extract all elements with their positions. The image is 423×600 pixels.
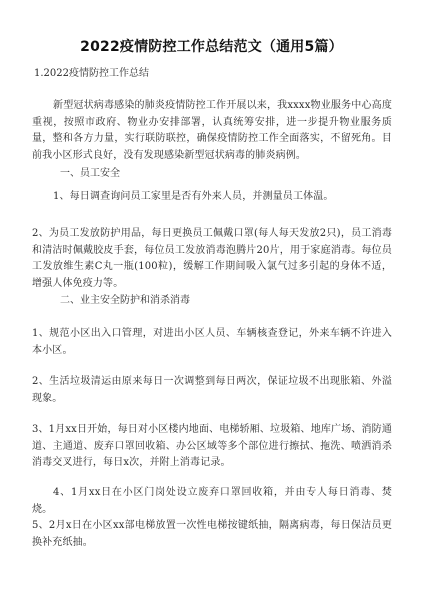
document-subtitle: 1.2022疫情防控工作总结 [34,68,149,79]
owner-protection-item-4: 4、1月xx日在小区门岗处设立废弃口罩回收箱，并由专人每日消毒、焚烧。 [32,487,392,515]
owner-protection-item-3: 3、1月xx日开始，每日对小区楼内地面、电梯轿厢、垃圾箱、地库广场、消防通道、主通道、废弃口罩回收箱、办公区域等多个部位进行擦拭、拖洗、喷洒消杀消毒交叉进行，每日x次，并附上消毒记录。 [32,424,392,468]
intro-paragraph: 新型冠状病毒感染的肺炎疫情防控工作开展以来，我xxxx物业服务中心高度重视，按照市政府、物业办安排部署，认真统筹安排，进一步提升物业服务质量，整和各方力量，实行联防联控，确保疫情防控工作全面落实，不留死角。目前我小区形式良好，没有发现感染新型冠状病毒的肺炎病例。 [32,100,392,161]
owner-protection-item-5: 5、2月x日在小区xx部电梯放置一次性电梯按键纸抽，隔离病毒，每日保洁员更换补充纸抽。 [32,520,392,548]
staff-safety-item-2: 2、为员工发放防护用品，每日更换员工佩戴口罩(每人每天发放2只)，员工消毒和清洁时佩戴胶皮手套，每位员工发放消毒泡腾片20片，用于家庭消毒。每位员工发放维生素C丸一瓶(100粒)，缓解工作期间吸入氯气过多引起的身体不适，增强人体免疫力等。 [32,228,392,289]
owner-protection-item-2: 2、生活垃圾清运由原来每日一次调整到每日两次，保证垃圾不出现胀箱、外溢现象。 [32,376,392,404]
staff-safety-item-1: 1、每日调查询问员工家里是否有外来人员，并测量员工体温。 [53,191,334,202]
section-heading-owner-protection: 二、业主安全防护和消杀消毒 [60,295,190,306]
section-heading-staff-safety: 一、员工安全 [60,168,120,179]
document-title: 2022疫情防控工作总结范文（通用5篇） [80,39,343,55]
owner-protection-item-1: 1、规范小区出入口管理，对进出小区人员、车辆核查登记，外来车辆不许进入本小区。 [32,328,392,356]
